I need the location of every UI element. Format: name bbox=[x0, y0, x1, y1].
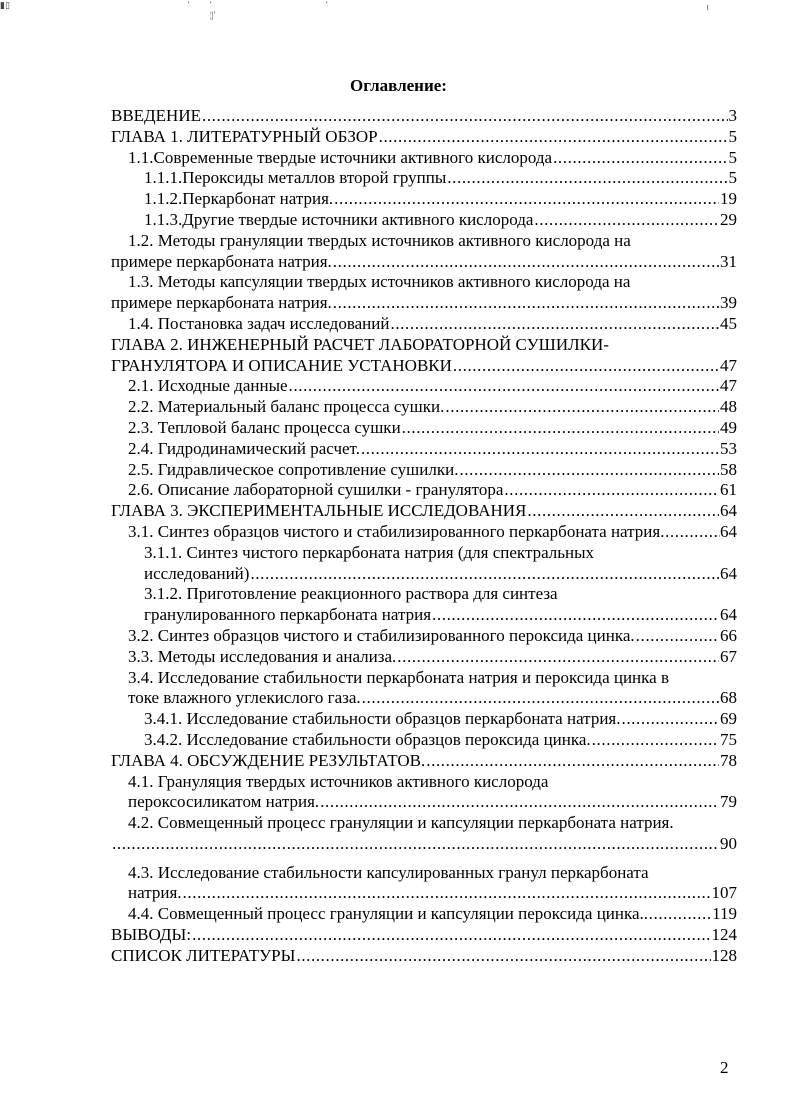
toc-entry-first-line[interactable]: 3.1.1. Синтез чистого перкарбоната натрия (для спектральных bbox=[144, 542, 595, 562]
leader-dots bbox=[402, 418, 719, 438]
toc-entry-number: 1.1.3. bbox=[144, 209, 183, 229]
table-of-contents bbox=[111, 106, 737, 967]
toc-entry-page: 5 bbox=[728, 168, 737, 188]
toc-entry-label: ВЫВОДЫ: bbox=[111, 925, 192, 945]
toc-entry-label: 3.4.2. Исследование стабильности образцов пероксида цинка. bbox=[144, 729, 591, 749]
toc-entry-label: 3.4.1. Исследование стабильности образцов перкарбоната натрия. bbox=[144, 709, 621, 729]
toc-entry-label: Другие твердые источники активного кислорода bbox=[182, 209, 534, 229]
leader-dots bbox=[621, 709, 719, 729]
leader-dots bbox=[432, 605, 719, 625]
toc-entry-label: 2.6. Описание лабораторной сушилки - гранулятора bbox=[128, 480, 504, 500]
toc-entry[interactable] bbox=[111, 460, 737, 481]
toc-entry-label: примере перкарбоната натрия. bbox=[111, 293, 332, 313]
toc-entry[interactable] bbox=[111, 751, 737, 772]
toc-entry-page: 31 bbox=[720, 251, 737, 271]
leader-dots bbox=[660, 522, 720, 542]
leader-dots bbox=[504, 480, 719, 500]
toc-entry-label: 2.2. Материальный баланс процесса сушки. bbox=[128, 397, 445, 417]
toc-entry[interactable] bbox=[111, 730, 737, 751]
leader-dots bbox=[553, 148, 727, 168]
toc-entry-first-line[interactable]: 4.3. Исследование стабильности капсулированных гранул перкарбоната bbox=[128, 862, 649, 882]
toc-entry-page: 3 bbox=[728, 106, 737, 125]
leader-dots bbox=[445, 397, 719, 417]
toc-entry-page: 39 bbox=[720, 293, 737, 313]
toc-entry[interactable] bbox=[111, 210, 737, 231]
toc-entry-page: 45 bbox=[720, 313, 737, 333]
toc-entry-label: 3.1. Синтез образцов чистого и стабилизированного перкарбоната натрия bbox=[128, 521, 661, 541]
toc-entry-label: 2.4. Гидродинамический расчет. bbox=[128, 438, 360, 458]
toc-entry-first-line[interactable]: 3.4. Исследование стабильности перкарбоната натрия и пероксида цинка в bbox=[128, 667, 669, 687]
toc-entry-label: 2.1. Исходные данные bbox=[128, 376, 288, 396]
leader-dots bbox=[426, 751, 719, 771]
leader-dots bbox=[644, 904, 712, 924]
toc-entry-label: ВВЕДЕНИЕ bbox=[111, 106, 201, 125]
leader-dots bbox=[183, 883, 711, 903]
toc-entry[interactable] bbox=[111, 925, 737, 946]
toc-entry[interactable] bbox=[111, 148, 737, 169]
toc-entry-label: СПИСОК ЛИТЕРАТУРЫ bbox=[111, 945, 296, 965]
toc-entry-page: 90 bbox=[720, 833, 737, 853]
toc-entry-page: 64 bbox=[720, 521, 737, 541]
leader-dots bbox=[333, 293, 719, 313]
toc-entry-first-line[interactable]: 3.1.2. Приготовление реакционного раствора для синтеза bbox=[144, 584, 558, 604]
toc-entry[interactable] bbox=[111, 480, 737, 501]
toc-entry[interactable] bbox=[111, 688, 737, 709]
toc-entry-first-line[interactable]: 4.2. Совмещенный процесс грануляции и капсуляции перкарбоната натрия. bbox=[128, 813, 674, 833]
toc-entry-label: ГРАНУЛЯТОРА И ОПИСАНИЕ УСТАНОВКИ bbox=[111, 355, 452, 375]
toc-entry-label: исследований) bbox=[144, 563, 250, 583]
leader-dots bbox=[447, 168, 727, 188]
toc-entry-page: 67 bbox=[720, 646, 737, 666]
toc-entry-page: 61 bbox=[720, 480, 737, 500]
toc-entry-number: 1.1.2. bbox=[144, 189, 183, 209]
toc-entry[interactable] bbox=[111, 418, 737, 439]
toc-entry-label: ГЛАВА 4. ОБСУЖДЕНИЕ РЕЗУЛЬТАТОВ. bbox=[111, 750, 426, 770]
leader-dots bbox=[390, 314, 719, 334]
toc-entry-page: 29 bbox=[720, 209, 737, 229]
toc-entry[interactable] bbox=[111, 189, 737, 210]
toc-entry[interactable] bbox=[111, 356, 737, 377]
toc-entry-label: примере перкарбоната натрия. bbox=[111, 251, 332, 271]
toc-entry-number: 1.1. bbox=[128, 147, 154, 167]
toc-entry[interactable] bbox=[111, 106, 737, 127]
leader-dots bbox=[534, 210, 719, 230]
toc-entry[interactable] bbox=[111, 439, 737, 460]
leader-dots bbox=[192, 925, 710, 945]
toc-entry[interactable] bbox=[111, 397, 737, 418]
toc-entry[interactable] bbox=[111, 626, 737, 647]
toc-entry-label: 2.3. Тепловой баланс процесса сушки bbox=[128, 417, 401, 437]
toc-entry-first-line[interactable]: 1.2. Методы грануляции твердых источников активного кислорода на bbox=[128, 230, 631, 250]
toc-entry[interactable] bbox=[111, 709, 737, 730]
toc-entry-page: 53 bbox=[720, 438, 737, 458]
leader-dots bbox=[112, 834, 719, 854]
toc-entry-page: 48 bbox=[720, 397, 737, 417]
toc-entry-label: ГЛАВА 3. ЭКСПЕРИМЕНТАЛЬНЫЕ ИССЛЕДОВАНИЯ bbox=[111, 501, 527, 521]
toc-entry[interactable] bbox=[111, 647, 737, 668]
toc-entry-first-line[interactable]: ГЛАВА 2. ИНЖЕНЕРНЫЙ РАСЧЕТ ЛАБОРАТОРНОЙ СУШИЛКИ- bbox=[111, 334, 609, 354]
toc-entry-label: 1.4. Постановка задач исследований bbox=[128, 313, 390, 333]
leader-dots bbox=[592, 730, 719, 750]
toc-entry-page: 79 bbox=[720, 792, 737, 812]
leader-dots bbox=[333, 252, 719, 272]
toc-entry-page: 78 bbox=[720, 750, 737, 770]
toc-entry-page: 69 bbox=[720, 709, 737, 729]
toc-entry-first-line[interactable]: 1.3. Методы капсуляции твердых источников активного кислорода на bbox=[128, 272, 631, 292]
toc-entry-page: 19 bbox=[720, 189, 737, 209]
toc-entry-label: Пероксиды металлов второй группы bbox=[182, 168, 447, 188]
toc-entry-page: 47 bbox=[720, 355, 737, 375]
leader-dots bbox=[397, 647, 719, 667]
toc-entry[interactable] bbox=[111, 564, 737, 585]
toc-entry-label: гранулированного перкарбоната натрия bbox=[144, 605, 432, 625]
toc-entry-page: 66 bbox=[720, 625, 737, 645]
toc-entry-page: 107 bbox=[711, 883, 737, 903]
toc-entry-label: 3.2. Синтез образцов чистого и стабилизированного пероксида цинка. bbox=[128, 625, 635, 645]
toc-entry[interactable] bbox=[111, 314, 737, 335]
leader-dots bbox=[453, 356, 719, 376]
toc-entry-label: 2.5. Гидравлическое сопротивление сушилки. bbox=[128, 459, 459, 479]
leader-dots bbox=[296, 946, 710, 966]
page-number: 2 bbox=[720, 1058, 729, 1077]
toc-entry-label: ГЛАВА 1. ЛИТЕРАТУРНЫЙ ОБЗОР bbox=[111, 126, 378, 146]
toc-entry-page: 49 bbox=[720, 417, 737, 437]
leader-dots bbox=[334, 189, 719, 209]
toc-entry-label: Современные твердые источники активного кислорода bbox=[153, 147, 553, 167]
toc-entry[interactable] bbox=[111, 376, 737, 397]
toc-entry[interactable] bbox=[111, 252, 737, 273]
leader-dots bbox=[361, 439, 719, 459]
toc-entry-first-line[interactable]: 4.1. Грануляция твердых источников активного кислорода bbox=[128, 771, 549, 791]
toc-entry[interactable] bbox=[111, 605, 737, 626]
toc-entry-number: 1.1.1. bbox=[144, 168, 183, 188]
toc-entry-label: пероксосиликатом натрия. bbox=[128, 792, 320, 812]
leader-dots bbox=[320, 792, 719, 812]
toc-entry[interactable] bbox=[111, 127, 737, 148]
toc-entry-page: 119 bbox=[712, 904, 737, 924]
toc-entry[interactable] bbox=[111, 168, 737, 189]
toc-entry[interactable] bbox=[111, 293, 737, 314]
toc-entry-page: 64 bbox=[720, 605, 737, 625]
toc-entry-label: Перкарбонат натрия. bbox=[182, 189, 334, 209]
toc-entry-page: 128 bbox=[711, 945, 737, 965]
leader-dots bbox=[289, 376, 719, 396]
toc-entry-page: 47 bbox=[720, 376, 737, 396]
toc-entry[interactable] bbox=[111, 792, 737, 813]
toc-entry-page: 5 bbox=[728, 147, 737, 167]
toc-entry-page: 64 bbox=[720, 501, 737, 521]
leader-dots bbox=[202, 106, 728, 126]
toc-entry[interactable] bbox=[111, 904, 737, 925]
leader-dots bbox=[636, 626, 719, 646]
toc-entry-page: 75 bbox=[720, 729, 737, 749]
page-title: Оглавление: bbox=[350, 76, 447, 95]
leader-dots bbox=[250, 564, 719, 584]
toc-entry[interactable] bbox=[111, 946, 737, 967]
toc-entry[interactable] bbox=[111, 522, 737, 543]
toc-entry[interactable] bbox=[111, 501, 737, 522]
toc-entry-label: натрия. bbox=[128, 883, 182, 903]
toc-entry-page: 58 bbox=[720, 459, 737, 479]
leader-dots bbox=[362, 688, 719, 708]
leader-dots bbox=[379, 127, 728, 147]
toc-entry[interactable] bbox=[111, 883, 737, 904]
toc-entry[interactable] bbox=[111, 834, 737, 855]
toc-entry-label: токе влажного углекислого газа. bbox=[128, 688, 361, 708]
leader-dots bbox=[459, 460, 719, 480]
toc-entry-page: 124 bbox=[711, 925, 737, 945]
leader-dots bbox=[527, 501, 719, 521]
toc-entry-page: 64 bbox=[720, 563, 737, 583]
toc-entry-page: 5 bbox=[728, 126, 737, 146]
toc-entry-label: 3.3. Методы исследования и анализа. bbox=[128, 646, 397, 666]
toc-entry-page: 68 bbox=[720, 688, 737, 708]
toc-entry-label: 4.4. Совмещенный процесс грануляции и капсуляции пероксида цинка. bbox=[128, 904, 644, 924]
